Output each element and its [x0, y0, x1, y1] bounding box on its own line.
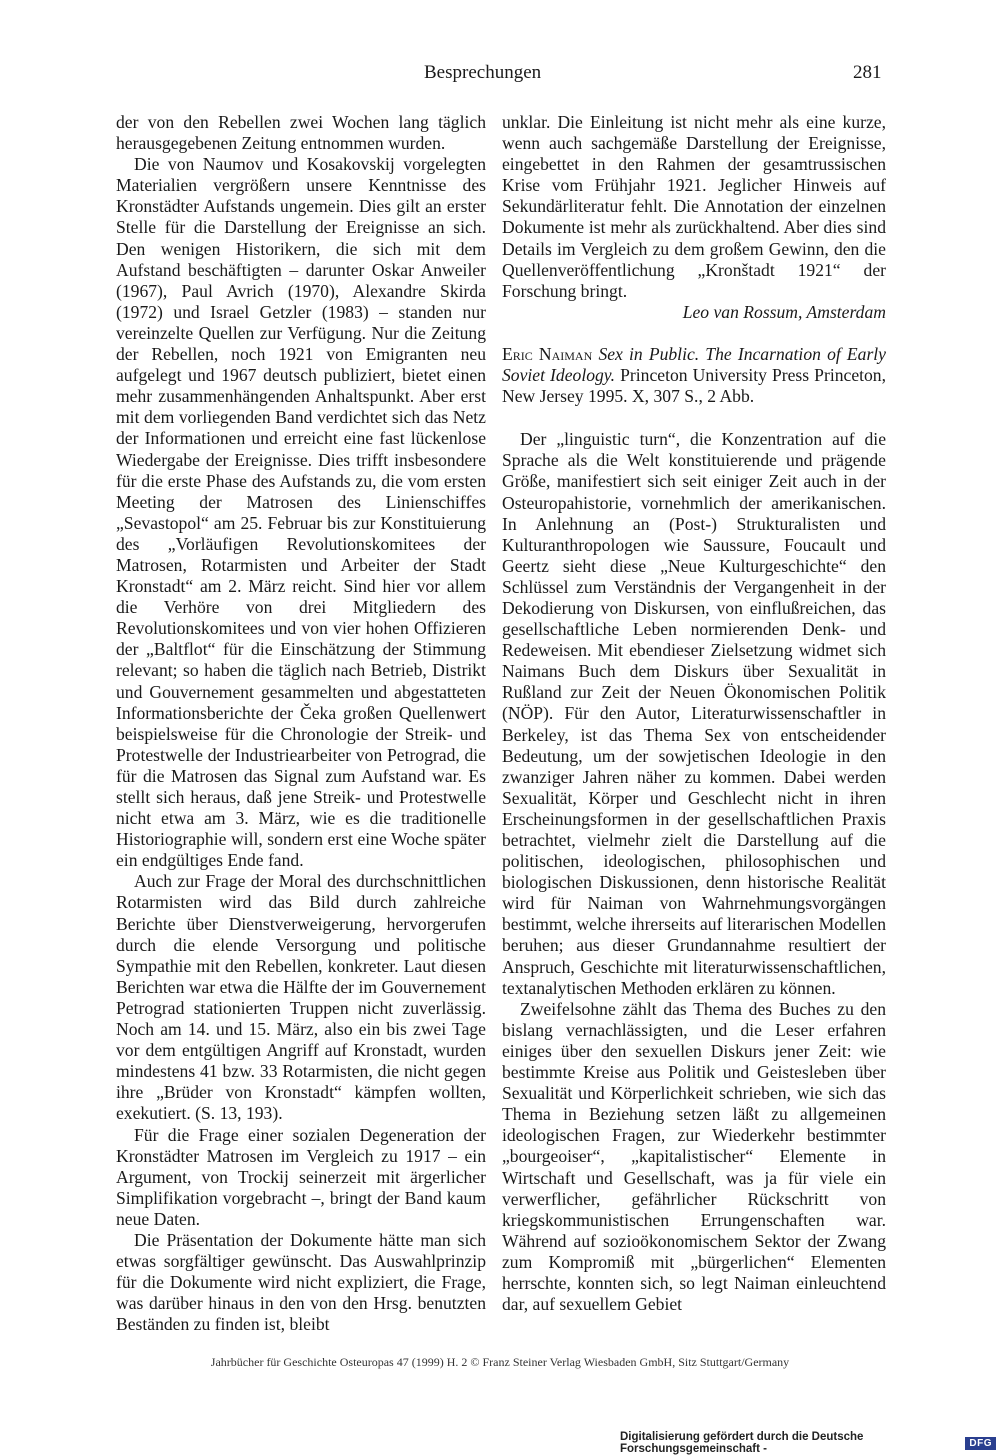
book-title: Sex in Public. The Incarnation of Early Soviet Ideology.	[502, 343, 886, 386]
dfg-notice-bar	[620, 1432, 1000, 1454]
spacer	[502, 407, 886, 429]
right-column	[502, 112, 886, 1315]
page-number: 281	[853, 62, 882, 83]
reviewer-name: Leo van Rossum, Amsterdam	[682, 301, 886, 322]
review-signature	[502, 302, 886, 323]
paragraph: Die Präsentation der Dokumente hätte man sich etwas sorgfältiger gewünscht. Das Auswahlprinzip für die Dokumente wird nicht expliziert, die Frage, was darüber hinaus in den von den Hrsg. benutzten Beständen zu finden ist, bleibt	[116, 1229, 486, 1335]
paragraph: der von den Rebellen zwei Wochen lang täglich herausgegebenen Zeitung entnommen wurden.	[116, 112, 486, 154]
paragraph: Für die Frage einer sozialen Degeneration der Kronstädter Matrosen im Vergleich zu 1917 – ein Argument, von Trockij seinerzeit mit ärgerlicher Simplifikation vorgebracht –, bringt der Band kaum neue Daten.	[116, 1124, 486, 1229]
paragraph: Zweifelsohne zählt das Thema des Buches zu den bislang vernachlässigten, und die Leser erfahren einiges über den sexuellen Diskurs jener Zeit: wie bestimmte Kreise aus Politik und Geistesleben über Sexualität und Körperlichkeit schrieben, wie sich das Thema in Beziehung setzen läßt zu allgemeinen ideologischen Fragen, zur Wiederkehr bestimmter „bourgeoiser“, „kapitalistischer“ Elemente in Wirtschaft und Gesellschaft, was ja für viele ein verwerflicher, gefährlicher Rückschritt von kriegskommunistischen Errungenschaften war. Während auf sozioökonomischem Sektor der Zwang zum Kompromiß mit „bürgerlichen“ Elementen herrschte, konnten sich, so legt Naiman einleuchtend dar, auf sexuellem Gebiet	[502, 998, 886, 1315]
paragraph: unklar. Die Einleitung ist nicht mehr als eine kurze, wenn auch sachgemäße Darstellung der Ereignisse, eingebettet in den Rahmen der gesamtrussischen Krise vom Frühjahr 1921. Jeglicher Hinweis auf Sekundärliteratur fehlt. Die Annotation der einzelnen Dokumente ist mehr als zurückhaltend. Aber dies sind Details im Vergleich zu dem großem Gewinn, den die Quellenveröffentlichung „Kronštadt 1921“ der Forschung bringt.	[502, 112, 886, 301]
book-publication: Princeton University Press Princeton, New Jersey 1995. X, 307 S., 2 Abb.	[502, 365, 887, 407]
left-column	[116, 112, 486, 1335]
header-title: Besprechungen	[424, 62, 542, 83]
paragraph: Der „linguistic turn“, die Konzentration auf die Sprache als die Welt konstituierende und prägende Größe, manifestiert sich seit einiger Zeit auch in der Osteuropahistorie, vornehmlich der amerikanischen. In Anlehnung an (Post-) Strukturalisten und Kulturanthropologen wie Saussure, Foucault und Geertz sieht diese „Neue Kulturgeschichte“ den Schlüssel zum Verständnis der Vergangenheit in der Dekodierung von Diskursen, von einflußreichen, das gesellschaftliche Leben normierenden Denk- und Redeweisen. Mit ebendieser Zielsetzung widmet sich Naimans Buch dem Diskurs über Sexualität in Rußland zur Zeit der Neuen Ökonomischen Politik (NÖP). Für den Autor, Literaturwissenschaftler in Berkeley, ist das Thema Sex von entscheidender Bedeutung, um der sowjetischen Ideologie in den zwanziger Jahren näher zu kommen. Dabei werden Sexualität, Körper und Geschlecht nicht in ihren Erscheinungsformen in der gesellschaftlichen Praxis betrachtet, vielmehr zielt die Darstellung auf die politischen, ideologischen, philosophischen und biologischen Diskussionen, denn historische Realität wird für Naiman von Wahrnehmungsvorgängen bestimmt, welche ihrerseits auf literarischen Modellen beruhen; aus dieser Grundannahme resultiert der Anspruch, Geschichte mit literaturwissenschaftlichen, textanalytischen Methoden erklären zu können.	[502, 429, 886, 998]
paragraph: Die von Naumov und Kosakovskij vorgelegten Materialien vergrößern unsere Kenntnisse des Kronstädter Aufstands ungemein. Dies gilt an erster Stelle für die Darstellung der Ereignisse an sich. Den wenigen Historikern, die sich mit dem Aufstand beschäftigten – darunter Oskar Anweiler (1967), Paul Avrich (1970), Alexandre Skirda (1972) und Israel Getzler (1983) – standen nur vereinzelte Quellen zur Verfügung. Nur die Zeitung der Rebellen, noch 1921 von Emigranten neu aufgelegt und 1967 deutsch publiziert, bietet einen mehr zusammenhängenden Anhaltspunkt. Aber erst mit dem vorliegenden Band verdichtet sich das Netz der Informationen und erreicht eine fast lückenlose Wiedergabe der Ereignisse. Dies trifft insbesondere für die erste Phase des Aufstands zu, die vom ersten Meeting der Matrosen des Linienschiffes „Sevastopol“ am 25. Februar bis zur Konstituierung des „Vorläufigen Revolutionskomitees der Matrosen, Rotarmisten und Arbeiter der Stadt Kronstadt“ am 2. März reicht. Sind hier vor allem die Verhöre von drei Mitgliedern des Revolutionskomitees und von vier hohen Offizieren der „Baltflot“ für die Einschätzung der Stimmung relevant; so haben die täglich nach Betrieb, Distrikt und Gouvernement gesammelten und abgestatteten Informationsberichte der Čeka großen Quellenwert beispielsweise für die Chronologie der Streik- und Protestwelle der Industriearbeiter von Petrograd, die für die Matrosen das Signal zum Aufstand war. Es stellt sich heraus, daß jene Streik- und Protestwelle nicht etwa am 3. März, wie es die traditionelle Historiographie will, sondern erst eine Woche später ein endgültiges Ende fand.	[116, 154, 486, 871]
paragraph: Auch zur Frage der Moral des durchschnittlichen Rotarmisten wird das Bild durch zahlreiche Berichte über Dienstverweigerung, hervorgerufen durch die elende Versorgung und politische Sympathie mit den Rebellen, konkreter. Laut diesen Berichten war etwa die Hälfte der im Gouvernement Petrograd stationierten Truppen nicht zuverlässig. Noch am 14. und 15. März, also ein bis zwei Tage vor dem entgültigen Angriff auf Kronstadt, wurden mindestens 41 bzw. 33 Rotarmisten, die nicht gegen ihre „Brüder von Kronstadt“ kämpfen wollten, exekutiert. (S. 13, 193).	[116, 871, 486, 1124]
running-header	[0, 62, 1000, 86]
book-citation	[502, 344, 886, 407]
dfg-notice: Digitalisierung gefördert durch die Deutsche Forschungsgemeinschaft -	[620, 1431, 864, 1455]
journal-footer: Jahrbücher für Geschichte Osteuropas 47 (1999) H. 2 © Franz Steiner Verlag Wiesbaden GmbH, Sitz Stuttgart/Germany	[210, 1355, 790, 1369]
dfg-logo: DFG	[965, 1437, 996, 1450]
book-author: Eric Naiman	[502, 343, 593, 364]
